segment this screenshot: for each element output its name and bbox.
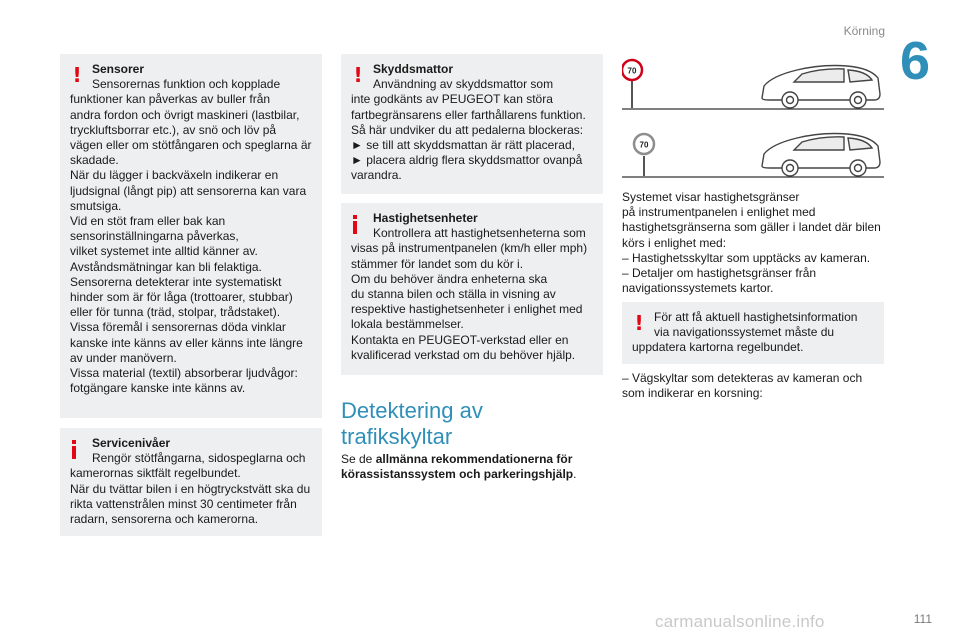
box-line: För att få aktuell hastighetsinformation (654, 310, 858, 324)
sign-value: 70 (627, 66, 637, 76)
box-line: Vissa föremål i sensorernas döda vinklar (70, 320, 286, 335)
box-body (351, 77, 593, 183)
box-body (70, 77, 312, 396)
box-line: Sensorerna detekterar inte systematiskt (70, 274, 282, 289)
text-line: navigationssystemets kartor. (622, 281, 774, 296)
box-line: andra fordon och övrigt maskineri (lastbilar, (70, 107, 300, 122)
page-number: 111 (913, 612, 932, 626)
speed-sign-illustration-grey (622, 124, 884, 180)
header-section-title: Körning (843, 24, 885, 38)
box-line: ► placera aldrig flera skyddsmattor ovanpå (351, 153, 583, 168)
speed-sign-illustration-red (622, 56, 884, 112)
info-box-hastighetsenheter (341, 203, 603, 375)
box-line: via navigationssystemet måste du (654, 325, 835, 340)
box-line: kvalificerad verkstad om du behöver hjälp. (351, 347, 576, 362)
section-heading (341, 398, 601, 450)
box-line: sensorinställningarna påverkas, (70, 229, 239, 244)
box-line: Så här undviker du att pedalerna blockeras: (351, 122, 584, 137)
car-icon (762, 66, 880, 109)
box-line: eller för tunna (träd, stolpar, trådstaket). (70, 305, 281, 320)
box-line: kanske inte känns av eller känns inte längre (70, 335, 303, 350)
box-line: hinder som är för låga (trottoarer, stubbar) (70, 290, 293, 305)
box-line: smutsiga. (70, 198, 122, 213)
warning-box-skyddsmattor (341, 54, 603, 194)
warning-box-sensorer (60, 54, 322, 418)
box-line: Vissa material (textil) absorberar ljudvågor: (70, 366, 298, 381)
intro-text (622, 190, 887, 296)
box-line: du stanna bilen och ställa in visning av (351, 287, 556, 302)
warning-box-kartor (622, 302, 884, 364)
box-line: När du tvättar bilen i en högtryckstvätt ska du (70, 481, 311, 496)
warning-exclamation-icon: ! (72, 63, 82, 87)
box-line: fartbegränsarens eller farthållarens funktion. (351, 107, 586, 122)
box-line: radarn, sensorerna och kamerorna. (70, 512, 259, 527)
section-text (341, 452, 606, 482)
text-line: – Hastighetsskyltar som upptäcks av kameran. (622, 250, 871, 265)
box-line: ljudsignal (långt pip) att sensorerna kan vara (70, 183, 307, 198)
box-line: kamerornas siktfält regelbundet. (70, 466, 241, 481)
box-body (351, 226, 593, 363)
box-title: Skyddsmattor (373, 62, 454, 76)
watermark: carmanualsonline.info (655, 612, 825, 631)
section-heading-line: Detektering av (341, 398, 483, 423)
text-line: – Vägskyltar som detekteras av kameran och (622, 371, 863, 385)
box-line: fotgängare kanske inte känns av. (70, 381, 246, 396)
section-text-pre: Se de (341, 452, 376, 466)
info-box-servicenivaer (60, 428, 322, 536)
car-icon (762, 134, 880, 177)
box-line: skadade. (70, 153, 119, 168)
box-line: ► se till att skyddsmattan är rätt placerad, (351, 138, 575, 153)
info-icon (72, 440, 82, 458)
box-body (632, 310, 874, 356)
sign-value: 70 (639, 140, 649, 150)
box-line: Kontrollera att hastighetsenheterna som (373, 226, 586, 241)
text-line: på instrumentpanelen i enlighet med (622, 205, 816, 220)
text-line: som indikerar en korsning: (622, 386, 763, 401)
box-line: vägen eller om stötfångaren och speglarna är (70, 138, 312, 153)
box-line: respektive hastighetsenheter i enlighet med (351, 302, 583, 317)
box-line: Användning av skyddsmattor som (373, 77, 554, 92)
outro-text (622, 371, 887, 401)
chapter-number: 6 (899, 31, 930, 91)
box-line: Vid en stöt fram eller bak kan (70, 214, 226, 229)
text-line: – Detaljer om hastighetsgränser från (622, 266, 817, 281)
box-line: tryckluftsborrar etc.), av snö och löv på (70, 122, 277, 137)
box-body (70, 451, 312, 527)
box-title: Sensorer (92, 62, 145, 76)
warning-exclamation-icon: ! (353, 63, 363, 87)
box-line: uppdatera kartorna regelbundet. (632, 340, 804, 355)
box-title: Hastighetsenheter (373, 211, 478, 225)
box-line: visas på instrumentpanelen (km/h eller mph) (351, 241, 588, 256)
box-line: Avståndsmätningar kan bli felaktiga. (70, 259, 262, 274)
box-line: varandra. (351, 168, 402, 183)
text-line: Systemet visar hastighetsgränser (622, 190, 800, 204)
box-line: Rengör stötfångarna, sidospeglarna och (92, 451, 306, 466)
box-line: När du lägger i backväxeln indikerar en (70, 168, 279, 183)
box-line: av under manövern. (70, 350, 177, 365)
box-line: vilket systemet inte alltid känner av. (70, 244, 258, 259)
box-line: Sensorernas funktion och kopplade (92, 77, 281, 92)
box-line: lokala bestämmelser. (351, 317, 464, 332)
section-text-post: . (573, 467, 577, 482)
section-heading-line: trafikskyltar (341, 424, 453, 449)
box-title: Servicenivåer (92, 436, 171, 450)
text-line: körs i enlighet med: (622, 235, 727, 250)
box-line: inte godkänts av PEUGEOT kan störa (351, 92, 553, 107)
section-text-bold: allmänna rekommendationerna för körassistanssystem och parkeringshjälp (341, 452, 574, 482)
warning-exclamation-icon: ! (634, 311, 644, 335)
text-line: hastighetsgränserna som gäller i landet där bilen (622, 220, 881, 235)
box-line: Kontakta en PEUGEOT-verkstad eller en (351, 332, 569, 347)
box-line: funktioner kan påverkas av buller från (70, 92, 271, 107)
box-line: rikta vattenstrålen minst 30 centimeter från (70, 496, 297, 511)
box-line: stämmer för landet som du kör i. (351, 256, 524, 271)
info-icon (353, 215, 363, 233)
box-line: Om du behöver ändra enheterna ska (351, 271, 548, 286)
